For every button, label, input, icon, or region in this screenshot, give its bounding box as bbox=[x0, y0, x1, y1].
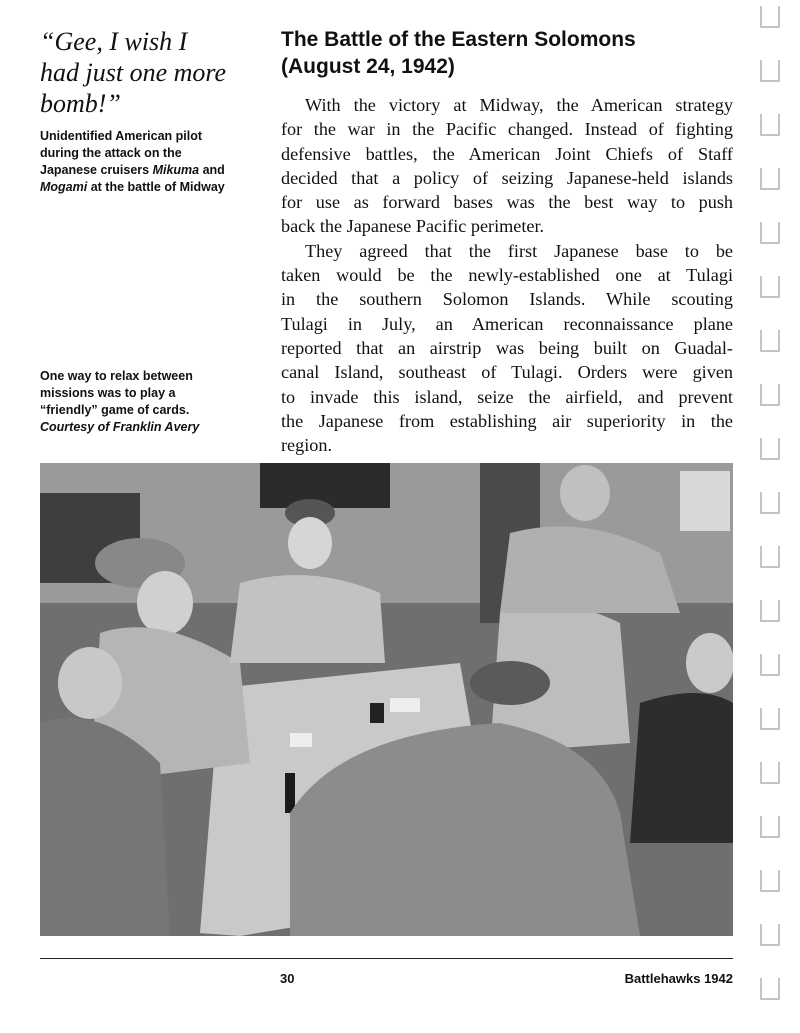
body-line: back the Japanese Pacific perimeter. bbox=[281, 216, 545, 237]
heading-date: (August 24, 1942) bbox=[281, 55, 455, 78]
body-line: decided that a policy of seizing Japanese-held islands bbox=[281, 167, 733, 188]
body-line: They agreed that the first Japanese base to be bbox=[305, 240, 733, 261]
binder-tab bbox=[760, 600, 780, 622]
pull-quote-line: bomb!” bbox=[40, 89, 121, 118]
binder-tab bbox=[760, 816, 780, 838]
binder-tab bbox=[760, 330, 780, 352]
binder-tab bbox=[760, 438, 780, 460]
card-game-photo bbox=[40, 463, 733, 936]
binder-tab bbox=[760, 168, 780, 190]
body-line: canal Island, southeast of Tulagi. Orders were given bbox=[281, 362, 733, 383]
binder-tab bbox=[760, 546, 780, 568]
attribution-line: during the attack on the bbox=[40, 146, 182, 160]
body-line: for use as forward bases was the best way to push bbox=[281, 192, 733, 213]
body-line: the Japanese from establishing air superiority in the bbox=[281, 410, 733, 431]
binder-tab bbox=[760, 492, 780, 514]
article-body bbox=[281, 93, 733, 457]
footer-rule bbox=[40, 958, 733, 959]
attribution-and: and bbox=[199, 163, 225, 177]
attribution-line bbox=[40, 179, 270, 196]
body-line: Tulagi in July, an American reconnaissance plane bbox=[281, 313, 733, 334]
ship-name-mikuma: Mikuma bbox=[152, 163, 200, 177]
photo-caption-line: missions was to play a bbox=[40, 386, 176, 400]
binder-tab bbox=[760, 924, 780, 946]
binder-tab bbox=[760, 276, 780, 298]
binder-tab bbox=[760, 654, 780, 676]
attribution-line: Unidentified American pilot bbox=[40, 129, 203, 143]
body-line: in the southern Solomon Islands. While scouting bbox=[281, 289, 733, 310]
binder-tab bbox=[760, 762, 780, 784]
binder-tab bbox=[760, 6, 780, 28]
body-line: With the victory at Midway, the American strategy bbox=[305, 95, 733, 115]
binder-tab bbox=[760, 384, 780, 406]
attribution-text: Japanese cruisers bbox=[40, 163, 153, 177]
photo-illustration bbox=[40, 463, 733, 936]
photo-credit bbox=[40, 419, 270, 436]
binder-tab bbox=[760, 978, 780, 1000]
attribution-text: at the battle of Midway bbox=[87, 180, 225, 194]
pull-quote-line: had just one more bbox=[40, 58, 227, 87]
binder-tabs bbox=[760, 0, 786, 1033]
binder-tab bbox=[760, 708, 780, 730]
body-line: region. bbox=[281, 435, 333, 456]
attribution-line bbox=[40, 162, 270, 179]
photo-caption bbox=[40, 368, 270, 436]
pull-quote-line: “Gee, I wish I bbox=[40, 27, 188, 56]
binder-tab bbox=[760, 222, 780, 244]
quote-attribution bbox=[40, 128, 270, 196]
binder-tab bbox=[760, 114, 780, 136]
photo-caption-line: One way to relax between bbox=[40, 369, 193, 383]
body-line: for the war in the Pacific changed. Instead of fighting bbox=[281, 119, 733, 140]
article-heading bbox=[281, 26, 741, 80]
body-line: to invade this island, seize the airfield, and prevent bbox=[281, 386, 733, 407]
ship-name-mogami: Mogami bbox=[40, 180, 88, 194]
page-number: 30 bbox=[280, 971, 295, 986]
photo-credit-text: Courtesy of Franklin Avery bbox=[40, 420, 200, 434]
pull-quote bbox=[40, 26, 270, 119]
body-line: defensive battles, the American Joint Chiefs of Staff bbox=[281, 143, 733, 164]
heading-title: The Battle of the Eastern Solomons bbox=[281, 28, 636, 51]
binder-tab bbox=[760, 870, 780, 892]
binder-tab bbox=[760, 60, 780, 82]
book-title: Battlehawks 1942 bbox=[624, 971, 733, 986]
body-line: taken would be the newly-established one at Tulagi bbox=[281, 265, 733, 286]
photo-caption-line: “friendly” game of cards. bbox=[40, 403, 190, 417]
body-line: reported that an airstrip was being built on Guadal- bbox=[281, 337, 733, 358]
